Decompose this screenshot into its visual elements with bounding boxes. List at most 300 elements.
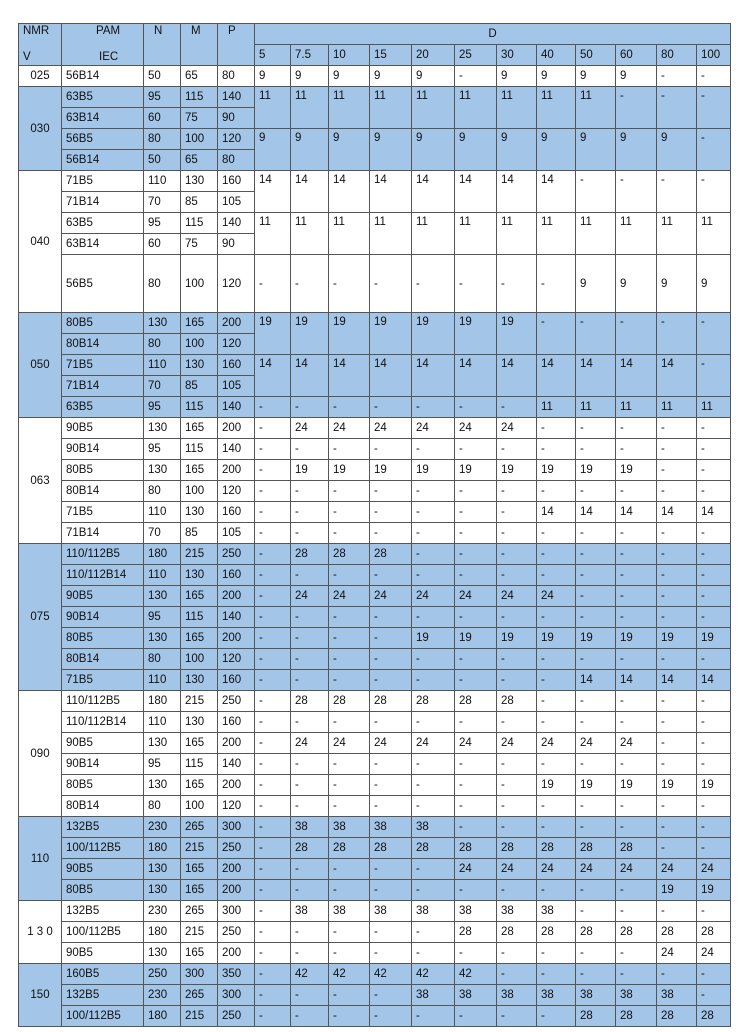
pam-cell: 80B14 (62, 481, 144, 502)
d-cell: - (370, 985, 412, 1006)
d-cell: 28 (455, 838, 497, 859)
table-row (19, 901, 731, 922)
d-cell: - (291, 502, 329, 523)
pam-cell: 56B5 (62, 255, 144, 313)
d-cell: - (255, 649, 291, 670)
m-cell: 115 (181, 87, 218, 108)
d-cell: 14 (576, 502, 616, 523)
table-row (19, 733, 731, 754)
d-cell: 19 (291, 460, 329, 481)
d-cell: 28 (537, 922, 576, 943)
d-cell: - (412, 796, 455, 817)
d-cell: - (291, 255, 329, 313)
m-cell: 115 (181, 213, 218, 234)
d-cell: - (697, 313, 731, 355)
d-cell: - (291, 670, 329, 691)
p-cell: 140 (218, 213, 255, 234)
d-cell: - (657, 66, 697, 87)
d-cell: - (412, 712, 455, 733)
n-cell: 180 (144, 544, 181, 565)
p-cell: 250 (218, 922, 255, 943)
pam-cell: 90B14 (62, 754, 144, 775)
d-cell: 19 (537, 460, 576, 481)
table-row (19, 502, 731, 523)
d-cell: 11 (455, 87, 497, 129)
d-cell: 9 (657, 255, 697, 313)
d-cell: - (537, 418, 576, 439)
table-row (19, 838, 731, 859)
m-cell: 130 (181, 171, 218, 192)
d-cell: - (412, 859, 455, 880)
n-cell: 180 (144, 1006, 181, 1027)
n-cell: 95 (144, 607, 181, 628)
d-cell: 14 (537, 171, 576, 213)
d-cell: - (455, 754, 497, 775)
m-cell: 165 (181, 460, 218, 481)
m-cell: 130 (181, 670, 218, 691)
d-cell: - (255, 523, 291, 544)
pam-cell: 63B5 (62, 213, 144, 234)
pam-cell: 80B14 (62, 334, 144, 355)
d-cell: - (576, 171, 616, 213)
d-cell: 14 (616, 502, 657, 523)
d-cell: 28 (370, 544, 412, 565)
m-cell: 265 (181, 901, 218, 922)
d-cell: - (255, 628, 291, 649)
pam-cell: 132B5 (62, 901, 144, 922)
pam-cell: 71B5 (62, 171, 144, 192)
d-cell: - (616, 418, 657, 439)
n-cell: 50 (144, 150, 181, 171)
d-cell: - (576, 649, 616, 670)
d-cell: - (616, 817, 657, 838)
m-cell: 100 (181, 481, 218, 502)
d-cell: 11 (537, 87, 576, 129)
d-cell: 14 (657, 355, 697, 397)
d-cell: 14 (455, 171, 497, 213)
p-cell: 300 (218, 985, 255, 1006)
d-cell: 24 (412, 733, 455, 754)
d-cell: - (537, 565, 576, 586)
d-cell: - (576, 943, 616, 964)
d-cell: 9 (576, 255, 616, 313)
pam-cell: 56B14 (62, 66, 144, 87)
d-cell: - (329, 1006, 370, 1027)
d-cell: - (291, 397, 329, 418)
d-cell: - (255, 255, 291, 313)
d-value-header: 50 (576, 45, 616, 66)
d-cell: - (455, 481, 497, 502)
d-cell: - (697, 607, 731, 628)
p-cell: 80 (218, 66, 255, 87)
d-cell: 24 (329, 586, 370, 607)
col-n-header: N (144, 24, 181, 66)
d-cell: - (576, 313, 616, 355)
d-cell: - (497, 943, 537, 964)
n-cell: 70 (144, 376, 181, 397)
d-cell: 38 (455, 985, 497, 1006)
d-cell: 11 (255, 213, 291, 255)
n-cell: 250 (144, 964, 181, 985)
d-cell: 28 (370, 691, 412, 712)
table-row (19, 255, 731, 313)
d-cell: - (616, 901, 657, 922)
pam-cell: 80B5 (62, 775, 144, 796)
p-cell: 300 (218, 817, 255, 838)
table-row (19, 439, 731, 460)
pam-cell: 132B5 (62, 817, 144, 838)
d-cell: - (412, 880, 455, 901)
d-cell: 9 (497, 129, 537, 171)
d-cell: - (291, 796, 329, 817)
d-cell: 9 (291, 129, 329, 171)
d-cell: - (576, 880, 616, 901)
d-cell: 19 (697, 628, 731, 649)
table-row (19, 880, 731, 901)
d-cell: - (255, 712, 291, 733)
d-cell: - (576, 607, 616, 628)
d-cell: - (329, 775, 370, 796)
d-cell: - (370, 255, 412, 313)
p-cell: 160 (218, 670, 255, 691)
d-cell: 19 (412, 460, 455, 481)
d-cell: - (370, 796, 412, 817)
d-cell: 28 (576, 922, 616, 943)
d-cell: 28 (697, 1006, 731, 1027)
m-cell: 115 (181, 439, 218, 460)
d-cell: - (537, 712, 576, 733)
d-cell: - (370, 922, 412, 943)
p-cell: 200 (218, 880, 255, 901)
d-cell: - (455, 607, 497, 628)
d-cell: - (657, 87, 697, 129)
d-cell: 14 (537, 355, 576, 397)
d-cell: - (255, 964, 291, 985)
p-cell: 140 (218, 397, 255, 418)
n-cell: 60 (144, 234, 181, 255)
pam-cell: 100/112B5 (62, 838, 144, 859)
d-cell: 28 (497, 691, 537, 712)
d-cell: 28 (616, 838, 657, 859)
d-cell: - (370, 481, 412, 502)
table-row (19, 712, 731, 733)
d-cell: - (537, 880, 576, 901)
d-cell: 19 (657, 880, 697, 901)
d-cell: - (697, 439, 731, 460)
d-cell: - (291, 565, 329, 586)
group-label: 075 (19, 544, 62, 691)
d-cell: 28 (291, 544, 329, 565)
n-cell: 130 (144, 586, 181, 607)
p-cell: 140 (218, 87, 255, 108)
n-cell: 130 (144, 775, 181, 796)
p-cell: 160 (218, 502, 255, 523)
d-cell: - (537, 817, 576, 838)
d-cell: 19 (697, 880, 731, 901)
d-cell: 28 (455, 922, 497, 943)
d-cell: - (455, 670, 497, 691)
d-cell: - (697, 418, 731, 439)
n-cell: 60 (144, 108, 181, 129)
m-cell: 100 (181, 796, 218, 817)
d-cell: 24 (657, 859, 697, 880)
d-cell: 19 (497, 313, 537, 355)
n-cell: 110 (144, 712, 181, 733)
pam-cell: 80B14 (62, 649, 144, 670)
d-cell: 14 (412, 171, 455, 213)
d-cell: - (576, 712, 616, 733)
table-row (19, 754, 731, 775)
table-row (19, 129, 731, 150)
d-cell: 24 (455, 733, 497, 754)
p-cell: 200 (218, 628, 255, 649)
d-cell: 11 (370, 213, 412, 255)
d-cell: - (616, 649, 657, 670)
d-cell: - (329, 880, 370, 901)
d-cell: - (455, 397, 497, 418)
d-cell: - (657, 313, 697, 355)
d-cell: 9 (291, 66, 329, 87)
n-cell: 95 (144, 754, 181, 775)
d-value-header: 25 (455, 45, 497, 66)
p-cell: 250 (218, 691, 255, 712)
d-cell: 11 (329, 87, 370, 129)
d-cell: - (697, 355, 731, 397)
d-cell: 38 (370, 901, 412, 922)
d-cell: 19 (412, 313, 455, 355)
pam-cell: 90B5 (62, 943, 144, 964)
d-cell: 14 (657, 670, 697, 691)
d-cell: 14 (329, 355, 370, 397)
table-row (19, 796, 731, 817)
d-cell: - (616, 880, 657, 901)
d-cell: - (497, 439, 537, 460)
d-cell: - (616, 544, 657, 565)
d-cell: 9 (616, 255, 657, 313)
d-cell: - (255, 418, 291, 439)
d-cell: 9 (497, 66, 537, 87)
m-cell: 165 (181, 313, 218, 334)
d-cell: - (576, 691, 616, 712)
pam-cell: 56B14 (62, 150, 144, 171)
d-cell: - (657, 964, 697, 985)
d-cell: - (697, 586, 731, 607)
table-row (19, 523, 731, 544)
d-cell: - (455, 649, 497, 670)
d-cell: 9 (370, 129, 412, 171)
m-cell: 165 (181, 733, 218, 754)
p-cell: 250 (218, 838, 255, 859)
d-cell: - (255, 460, 291, 481)
d-cell: - (370, 397, 412, 418)
pam-cell: 100/112B5 (62, 1006, 144, 1027)
d-cell: 38 (412, 901, 455, 922)
p-cell: 105 (218, 523, 255, 544)
d-cell: - (329, 859, 370, 880)
table-row (19, 922, 731, 943)
pam-cell: 80B5 (62, 880, 144, 901)
d-cell: - (455, 943, 497, 964)
group-label: 110 (19, 817, 62, 901)
d-cell: - (657, 481, 697, 502)
d-cell: 14 (255, 355, 291, 397)
d-cell: 9 (576, 129, 616, 171)
m-cell: 265 (181, 985, 218, 1006)
d-cell: 28 (576, 838, 616, 859)
d-cell: - (412, 670, 455, 691)
d-cell: 9 (616, 66, 657, 87)
d-cell: - (412, 1006, 455, 1027)
d-cell: 38 (291, 901, 329, 922)
d-cell: - (576, 439, 616, 460)
d-cell: 38 (291, 817, 329, 838)
d-cell: 24 (537, 859, 576, 880)
table-row (19, 586, 731, 607)
d-cell: - (255, 439, 291, 460)
d-cell: - (697, 796, 731, 817)
d-cell: 19 (616, 628, 657, 649)
d-cell: - (616, 796, 657, 817)
d-cell: - (616, 313, 657, 355)
p-cell: 200 (218, 859, 255, 880)
d-cell: 28 (657, 922, 697, 943)
n-cell: 230 (144, 901, 181, 922)
d-cell: - (255, 880, 291, 901)
d-cell: - (370, 943, 412, 964)
d-cell: - (291, 943, 329, 964)
table-row (19, 418, 731, 439)
table-row (19, 859, 731, 880)
d-cell: - (697, 129, 731, 171)
d-cell: 11 (657, 397, 697, 418)
d-value-header: 60 (616, 45, 657, 66)
d-cell: 14 (412, 355, 455, 397)
pam-cell: 110/112B14 (62, 565, 144, 586)
d-cell: - (370, 859, 412, 880)
p-cell: 140 (218, 439, 255, 460)
pam-cell: 80B14 (62, 796, 144, 817)
d-value-header: 30 (497, 45, 537, 66)
d-cell: 24 (370, 586, 412, 607)
n-cell: 95 (144, 397, 181, 418)
d-cell: - (255, 607, 291, 628)
n-cell: 130 (144, 943, 181, 964)
d-cell: - (657, 418, 697, 439)
p-cell: 200 (218, 733, 255, 754)
m-cell: 100 (181, 255, 218, 313)
d-cell: - (576, 817, 616, 838)
d-cell: - (455, 565, 497, 586)
d-cell: - (255, 838, 291, 859)
d-cell: - (657, 817, 697, 838)
d-value-header: 5 (255, 45, 291, 66)
d-cell: - (537, 943, 576, 964)
d-cell: - (329, 649, 370, 670)
d-cell: - (291, 859, 329, 880)
d-cell: - (255, 943, 291, 964)
d-cell: - (537, 544, 576, 565)
d-cell: - (412, 775, 455, 796)
p-cell: 120 (218, 129, 255, 150)
m-cell: 215 (181, 922, 218, 943)
d-cell: - (412, 649, 455, 670)
d-cell: 24 (537, 733, 576, 754)
table-row (19, 171, 731, 192)
d-cell: - (497, 775, 537, 796)
d-cell: 24 (329, 733, 370, 754)
d-cell: - (576, 796, 616, 817)
p-cell: 300 (218, 901, 255, 922)
d-cell: - (697, 985, 731, 1006)
n-cell: 130 (144, 880, 181, 901)
d-cell: - (537, 255, 576, 313)
d-cell: - (537, 523, 576, 544)
pam-iec-header-line2: IEC (99, 51, 119, 63)
m-cell: 165 (181, 775, 218, 796)
d-cell: 14 (370, 171, 412, 213)
d-cell: - (657, 691, 697, 712)
d-cell: 28 (329, 691, 370, 712)
m-cell: 100 (181, 649, 218, 670)
d-cell: - (537, 481, 576, 502)
pam-cell: 63B14 (62, 234, 144, 255)
d-cell: 24 (616, 859, 657, 880)
pam-cell: 110/112B14 (62, 712, 144, 733)
group-label: 063 (19, 418, 62, 544)
p-cell: 200 (218, 586, 255, 607)
table-row (19, 481, 731, 502)
d-cell: - (370, 628, 412, 649)
pam-cell: 90B14 (62, 439, 144, 460)
d-cell: 14 (697, 502, 731, 523)
d-cell: - (576, 523, 616, 544)
p-cell: 160 (218, 565, 255, 586)
m-cell: 215 (181, 1006, 218, 1027)
d-cell: - (657, 838, 697, 859)
d-cell: - (697, 817, 731, 838)
group-label: 030 (19, 87, 62, 171)
d-cell: 24 (291, 586, 329, 607)
d-cell: 42 (370, 964, 412, 985)
d-cell: - (657, 523, 697, 544)
d-cell: - (537, 649, 576, 670)
d-cell: - (412, 502, 455, 523)
d-cell: 24 (455, 586, 497, 607)
d-cell: 9 (537, 129, 576, 171)
d-cell: - (370, 1006, 412, 1027)
d-cell: 14 (370, 355, 412, 397)
d-cell: 24 (455, 418, 497, 439)
d-cell: 9 (616, 129, 657, 171)
d-cell: - (697, 523, 731, 544)
m-cell: 165 (181, 586, 218, 607)
d-cell: 19 (616, 775, 657, 796)
d-cell: - (576, 964, 616, 985)
p-cell: 200 (218, 460, 255, 481)
table-row (19, 213, 731, 234)
d-cell: - (370, 565, 412, 586)
d-cell: - (291, 607, 329, 628)
d-cell: - (657, 607, 697, 628)
d-cell: - (616, 439, 657, 460)
d-cell: - (329, 439, 370, 460)
d-cell: 28 (291, 691, 329, 712)
m-cell: 65 (181, 66, 218, 87)
d-cell: - (497, 796, 537, 817)
d-cell: - (537, 691, 576, 712)
n-cell: 180 (144, 922, 181, 943)
d-cell: 19 (455, 313, 497, 355)
